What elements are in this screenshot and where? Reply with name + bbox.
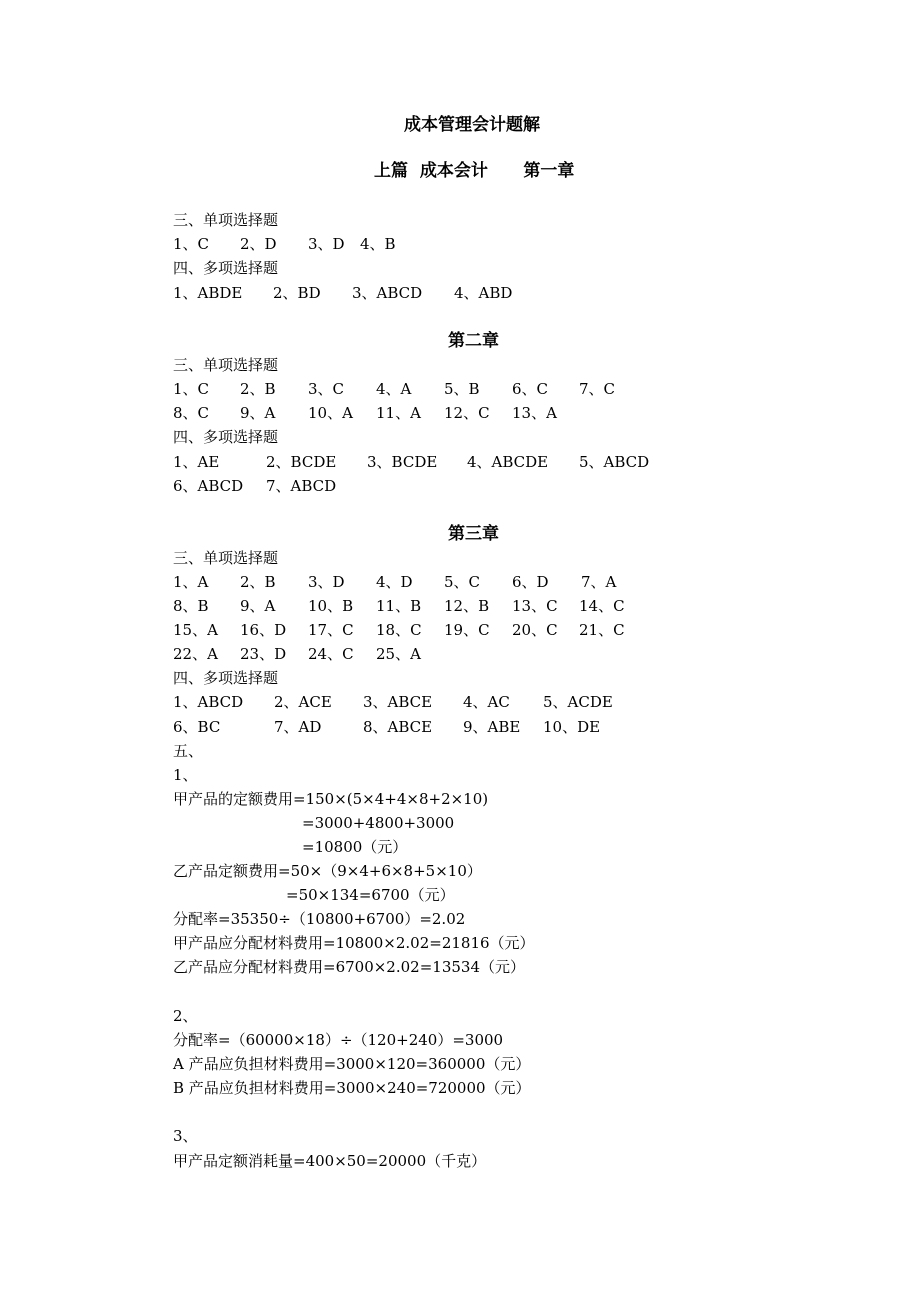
answer-item: 5、C xyxy=(444,573,481,591)
calc-line: 甲产品定额消耗量=400×50=20000（千克） xyxy=(173,1152,487,1170)
answer-item: 9、A xyxy=(240,597,276,615)
answer-item: 3、C xyxy=(308,380,345,398)
answer-item: 22、A xyxy=(173,645,218,663)
answer-item: 21、C xyxy=(579,621,625,639)
ch3-single-answers-row4 xyxy=(173,644,421,664)
ch2-single-choice-label: 三、单项选择题 xyxy=(173,356,279,374)
answer-item: 23、D xyxy=(240,645,287,663)
answer-item: 13、A xyxy=(512,404,557,422)
answer-item: 20、C xyxy=(512,621,558,639)
question-3-label: 3、 xyxy=(173,1127,198,1145)
answer-item: 4、AC xyxy=(463,693,510,711)
answer-item: 5、ACDE xyxy=(543,693,613,711)
answer-item: 1、ABCD xyxy=(173,693,244,711)
answer-item: 12、C xyxy=(444,404,490,422)
answer-item: 5、B xyxy=(444,380,480,398)
answer-item: 12、B xyxy=(444,597,490,615)
ch1-single-choice-label: 三、单项选择题 xyxy=(173,211,279,229)
answer-item: 1、A xyxy=(173,573,209,591)
ch3-multi-choice-label: 四、多项选择题 xyxy=(173,669,279,687)
calc-line: 甲产品的定额费用=150×(5×4+4×8+2×10) xyxy=(173,790,489,808)
calc-line: 甲产品应分配材料费用=10800×2.02=21816（元） xyxy=(173,934,535,952)
answer-item: 10、A xyxy=(308,404,353,422)
ch3-single-choice-label: 三、单项选择题 xyxy=(173,549,279,567)
answer-item: 15、A xyxy=(173,621,218,639)
answer-item: 3、D xyxy=(308,573,345,591)
answer-item: 7、C xyxy=(579,380,616,398)
calc-line: 乙产品定额费用=50×（9×4+6×8+5×10） xyxy=(173,862,482,880)
answer-item: 4、ABCDE xyxy=(467,453,549,471)
answer-item: 18、C xyxy=(376,621,422,639)
calc-line: A 产品应负担材料费用=3000×120=360000（元） xyxy=(173,1055,531,1073)
answer-item: 1、ABDE xyxy=(173,284,243,302)
ch2-multi-answers-row1 xyxy=(173,452,650,472)
answer-item: 8、B xyxy=(173,597,209,615)
ch3-single-answers-row1 xyxy=(173,572,617,592)
answer-item: 11、B xyxy=(376,597,422,615)
answer-item: 25、A xyxy=(376,645,421,663)
calc-line: =10800（元） xyxy=(302,838,408,856)
answer-item: 3、D xyxy=(308,235,345,253)
answer-item: 2、B xyxy=(240,380,276,398)
answer-item: 19、C xyxy=(444,621,490,639)
calc-line: 分配率=35350÷（10800+6700）=2.02 xyxy=(173,910,466,928)
answer-item: 24、C xyxy=(308,645,354,663)
answer-item: 7、A xyxy=(581,573,617,591)
answer-item: 4、D xyxy=(376,573,413,591)
answer-item: 2、D xyxy=(240,235,277,253)
answer-item: 14、C xyxy=(579,597,625,615)
answer-item: 2、B xyxy=(240,573,276,591)
answer-item: 6、BC xyxy=(173,718,221,736)
answer-item: 2、BD xyxy=(273,284,321,302)
answer-item: 10、DE xyxy=(543,718,601,736)
calc-line: =50×134=6700（元） xyxy=(286,886,455,904)
answer-item: 8、ABCE xyxy=(363,718,433,736)
calc-line: 乙产品应分配材料费用=6700×2.02=13534（元） xyxy=(173,958,525,976)
part-chapter-heading: 上篇 成本会计 第一章 xyxy=(374,161,575,181)
answer-item: 1、C xyxy=(173,380,210,398)
ch2-single-answers-row2 xyxy=(173,403,557,423)
calc-line: =3000+4800+3000 xyxy=(302,814,455,832)
answer-item: 4、A xyxy=(376,380,412,398)
ch2-single-answers-row1 xyxy=(173,379,616,399)
ch3-multi-answers-row2 xyxy=(173,717,601,737)
answer-item: 2、BCDE xyxy=(266,453,337,471)
answer-item: 1、C xyxy=(173,235,210,253)
answer-item: 2、ACE xyxy=(274,693,332,711)
ch3-single-answers-row2 xyxy=(173,596,625,616)
answer-item: 4、B xyxy=(360,235,396,253)
chapter-2-heading: 第二章 xyxy=(448,331,499,351)
ch3-single-answers-row3 xyxy=(173,620,625,640)
ch3-multi-answers-row1 xyxy=(173,692,613,712)
answer-item: 3、BCDE xyxy=(367,453,438,471)
ch2-multi-answers-row2 xyxy=(173,476,337,496)
chapter-3-heading: 第三章 xyxy=(448,524,499,544)
answer-item: 17、C xyxy=(308,621,354,639)
calc-line: B 产品应负担材料费用=3000×240=720000（元） xyxy=(173,1079,531,1097)
ch1-multi-answers xyxy=(173,283,513,303)
section-5-label: 五、 xyxy=(173,742,204,760)
answer-item: 9、A xyxy=(240,404,276,422)
answer-item: 9、ABE xyxy=(463,718,521,736)
answer-item: 6、D xyxy=(512,573,549,591)
page-title: 成本管理会计题解 xyxy=(404,115,540,135)
answer-item: 7、ABCD xyxy=(266,477,337,495)
answer-item: 13、C xyxy=(512,597,558,615)
calc-line: 分配率=（60000×18）÷（120+240）=3000 xyxy=(173,1031,504,1049)
ch2-multi-choice-label: 四、多项选择题 xyxy=(173,428,279,446)
answer-item: 8、C xyxy=(173,404,210,422)
answer-item: 6、ABCD xyxy=(173,477,244,495)
answer-item: 4、ABD xyxy=(454,284,513,302)
answer-item: 7、AD xyxy=(274,718,322,736)
answer-item: 6、C xyxy=(512,380,549,398)
answer-item: 10、B xyxy=(308,597,354,615)
answer-item: 3、ABCE xyxy=(363,693,433,711)
answer-item: 11、A xyxy=(376,404,421,422)
question-2-label: 2、 xyxy=(173,1007,198,1025)
question-1-label: 1、 xyxy=(173,766,198,784)
answer-item: 5、ABCD xyxy=(579,453,650,471)
ch1-multi-choice-label: 四、多项选择题 xyxy=(173,259,279,277)
ch1-single-answers xyxy=(173,234,396,254)
answer-item: 16、D xyxy=(240,621,287,639)
answer-item: 1、AE xyxy=(173,453,220,471)
answer-item: 3、ABCD xyxy=(352,284,423,302)
